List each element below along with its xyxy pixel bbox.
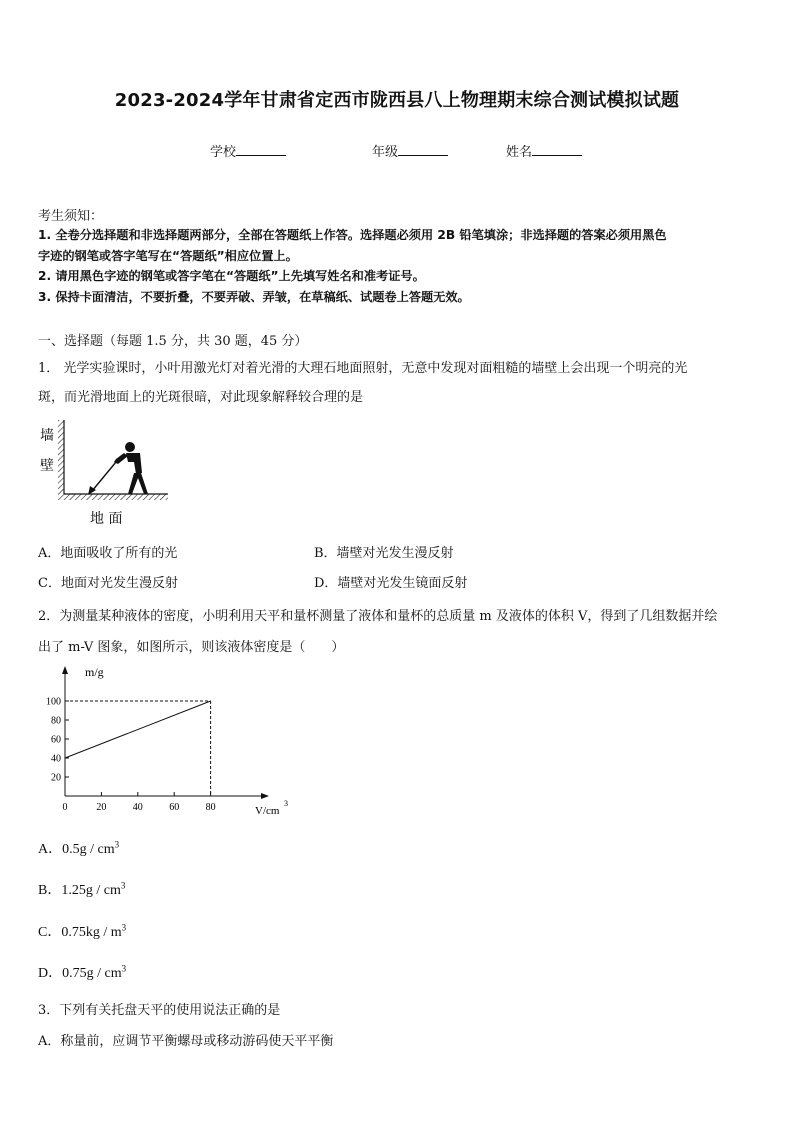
question-3-line-1: 3．下列有关托盘天平的使用说法正确的是 [38,1003,281,1018]
note-line: 3. 保持卡面清洁，不要折叠，不要弄破、弄皱，在草稿纸、试题卷上答题无效。 [38,290,470,304]
question-1-line-2: 斑，而光滑地面上的光斑很暗，对此现象解释较合理的是 [38,390,364,405]
wall-ground-figure [38,418,168,528]
grade-label: 年级 [372,145,399,160]
question-2-line-2: 出了 m-V 图象，如图所示，则该液体密度是（ ） [38,640,345,655]
option-a[interactable] [38,838,119,858]
school-field[interactable] [210,141,286,160]
y-tick-label: 60 [51,734,61,746]
school-blank[interactable] [236,143,286,156]
option-b-text: B．1.25g / cm [38,883,121,898]
option-c[interactable] [38,921,126,941]
school-label: 学校 [210,145,237,160]
option-c[interactable]: C．地面对光发生漫反射 [38,576,178,591]
wall-label: 墙 [40,428,54,444]
option-d[interactable]: D．墙壁对光发生镜面反射 [314,576,468,591]
name-blank[interactable] [532,143,582,156]
grade-field[interactable] [372,141,448,160]
y-tick-label: 20 [51,772,61,784]
page-title: 2023-2024学年甘肃省定西市陇西县八上物理期末综合测试模拟试题 [114,90,680,111]
ground-label: 地 面 [90,511,123,527]
x-tick-label: 40 [132,802,143,813]
option-a[interactable]: A．地面吸收了所有的光 [38,546,178,561]
data-line [65,701,211,758]
option-b[interactable] [38,879,125,899]
option-c-text: C．0.75kg / m [38,925,122,940]
x-axis-label: V/cm [255,805,280,817]
x-axis-label-exponent: 3 [284,799,288,808]
mass-volume-chart [28,660,298,820]
name-label: 姓名 [506,145,533,160]
option-d-text: D．0.75g / cm [38,966,122,981]
notes-heading: 考生须知： [38,209,104,224]
y-tick-label: 100 [46,696,61,708]
wall-label: 壁 [40,458,54,474]
x-axis-arrow [261,793,269,799]
grade-blank[interactable] [398,143,448,156]
option-a[interactable]: A．称量前，应调节平衡螺母或移动游码使天平平衡 [38,1034,334,1049]
note-line: 2. 请用黑色字迹的钢笔或答字笔在“答题纸”上先填写姓名和准考证号。 [38,269,425,283]
unit-exponent: 3 [114,839,120,850]
y-tick-label: 40 [51,753,61,765]
question-2-line-1: 2．为测量某种液体的密度，小明利用天平和量杯测量了液体和量杯的总质量 m 及液体的体积 V，得到了几组数据并绘 [38,609,718,624]
x-tick-label: 80 [205,802,216,813]
y-axis-label: m/g [85,665,104,679]
option-d[interactable] [38,962,126,982]
x-tick-label: 60 [169,802,180,813]
note-line: 1. 全卷分选择题和非选择题两部分，全部在答题纸上作答。选择题必须用 2B 铅笔填涂；非选择题的答案必须用黑色 [38,228,667,242]
unit-exponent: 3 [121,963,127,974]
y-axis-arrow [62,666,68,674]
x-tick-label: 0 [62,802,68,813]
section-heading: 一、选择题（每题 1.5 分，共 30 题，45 分） [38,334,308,349]
unit-exponent: 3 [121,922,127,933]
name-field[interactable] [506,141,582,160]
option-a-text: A．0.5g / cm [38,842,115,857]
option-b[interactable]: B．墙壁对光发生漫反射 [314,546,454,561]
x-tick-label: 20 [96,802,107,813]
note-line: 字迹的钢笔或答字笔写在“答题纸”相应位置上。 [38,249,298,263]
question-1-line-1: 1． 光学实验课时，小叶用激光灯对着光滑的大理石地面照射，无意中发现对面粗糙的墙壁上会出现一个明亮的光 [38,361,688,376]
unit-exponent: 3 [120,880,126,891]
y-tick-label: 80 [51,715,61,727]
